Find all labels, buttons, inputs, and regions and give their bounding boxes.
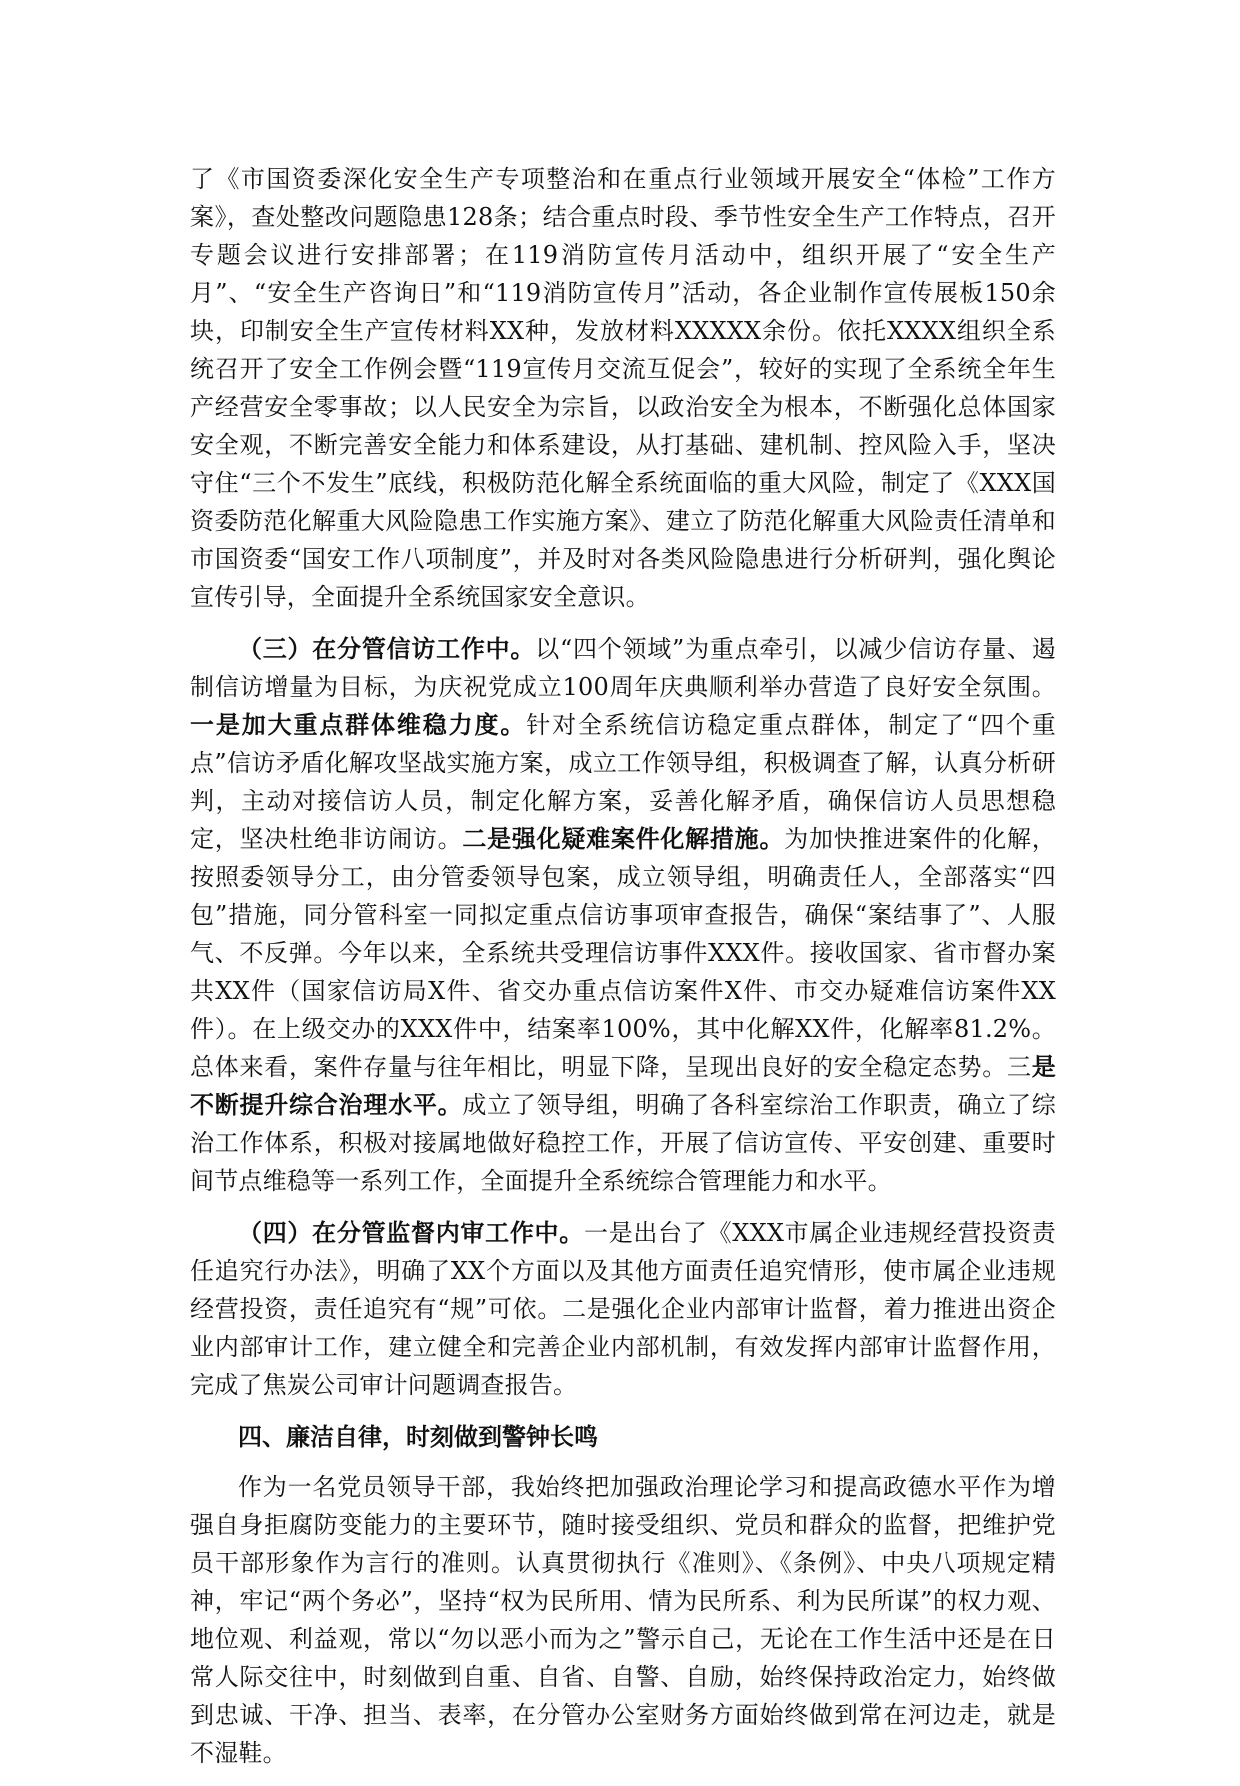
paragraph-text: 针对全系统信访稳定重点群体，制定了“四个重点”信访矛盾化解攻坚战实施方案，成立工作领导组，积极调查了解，认真分析研判，主动对接信访人员，制定化解方案，妥善化解矛盾，确保信访人员思想稳定，坚决杜绝非访闹访。 xyxy=(190,711,1057,853)
paragraph-petition-work xyxy=(190,630,1056,1200)
paragraph-text: 以“四个领域”为重点牵引，以减少信访存量、遏制信访增量为目标，为庆祝党成立100周年庆典顺利举办营造了良好安全氛围。 xyxy=(190,635,1056,701)
paragraph-text: 为加快推进案件的化解，按照委领导分工，由分管委领导包案，成立领导组，明确责任人，全部落实“四包”措施，同分管科室一同拟定重点信访事项审查报告，确保“案结事了”、人服气、不反弹。今年以来，全系统共受理信访事件XXX件。接收国家、省市督办案共XX件（国家信访局X件、省交办重点信访案件X件、市交办疑难信访案件XX件）。在上级交办的XXX件中，结案率100%，其中化解XX件，化解率81.2%。总体来看，案件存量与往年相比，明显下降，呈现出良好的安全稳定态势。三 xyxy=(190,825,1056,1081)
paragraph-text: 一是出台了《XXX市属企业违规经营投资责任追究行办法》，明确了XX个方面以及其他方面责任追究情形，使市属企业违规经营投资，责任追究有“规”可依。二是强化企业内部审计监督，着力推进出资企业内部审计工作，建立健全和完善企业内部机制，有效发挥内部审计监督作用，完成了焦炭公司审计问题调查报告。 xyxy=(190,1219,1056,1399)
paragraph-text: 成立了领导组，明确了各科室综治工作职责，确立了综治工作体系，积极对接属地做好稳控工作，开展了信访宣传、平安创建、重要时间节点维稳等一系列工作，全面提升全系统综合管理能力和水平。 xyxy=(190,1091,1056,1195)
section-lead-petition: （三）在分管信访工作中。 xyxy=(238,634,536,663)
paragraph-integrity xyxy=(190,1468,1056,1772)
paragraph-text: 了《市国资委深化安全生产专项整治和在重点行业领域开展安全“体检”工作方案》，查处整改问题隐患128条；结合重点时段、季节性安全生产工作特点，召开专题会议进行安排部署；在119消防宣传月活动中，组织开展了“安全生产月”、“安全生产咨询日”和“119消防宣传月”活动，各企业制作宣传展板150余块，印制安全生产宣传材料XX种，发放材料XXXXX余份。依托XXXX组织全系统召开了安全工作例会暨“119宣传月交流互促会”，较好的实现了全系统全年生产经营安全零事故；以人民安全为宗旨，以政治安全为根本，不断强化总体国家安全观，不断完善安全能力和体系建设，从打基础、建机制、控风险入手，坚决守住“三个不发生”底线，积极防范化解全系统面临的重大风险，制定了《XXX国资委防范化解重大风险隐患工作实施方案》、建立了防范化解重大风险责任清单和市国资委“国安工作八项制度”，并及时对各类风险隐患进行分析研判，强化舆论宣传引导，全面提升全系统国家安全意识。 xyxy=(190,165,1056,611)
point-heading-3: 是不断提升综合治理水平。 xyxy=(190,1052,1056,1119)
paragraph-safety-production xyxy=(190,160,1056,616)
section-lead-audit: （四）在分管监督内审工作中。 xyxy=(238,1218,584,1247)
paragraph-text: 作为一名党员领导干部，我始终把加强政治理论学习和提高政德水平作为增强自身拒腐防变能力的主要环节，随时接受组织、党员和群众的监督，把维护党员干部形象作为言行的准则。认真贯彻执行《准则》、《条例》、中央八项规定精神，牢记“两个务必”，坚持“权为民所用、情为民所系、利为民所谋”的权力观、地位观、利益观，常以“勿以恶小而为之”警示自己，无论在工作生活中还是在日常人际交往中，时刻做到自重、自省、自警、自励，始终保持政治定力，始终做到忠诚、干净、担当、表率，在分管办公室财务方面始终做到常在河边走，就是不湿鞋。 xyxy=(190,1473,1056,1767)
point-heading-2: 二是强化疑难案件化解措施。 xyxy=(462,824,785,853)
point-heading-1: 一是加大重点群体维稳力度。 xyxy=(190,710,527,739)
paragraph-audit-work xyxy=(190,1214,1056,1404)
section-heading-integrity: 四、廉洁自律，时刻做到警钟长鸣 xyxy=(238,1422,598,1451)
document-body xyxy=(190,160,1056,1786)
